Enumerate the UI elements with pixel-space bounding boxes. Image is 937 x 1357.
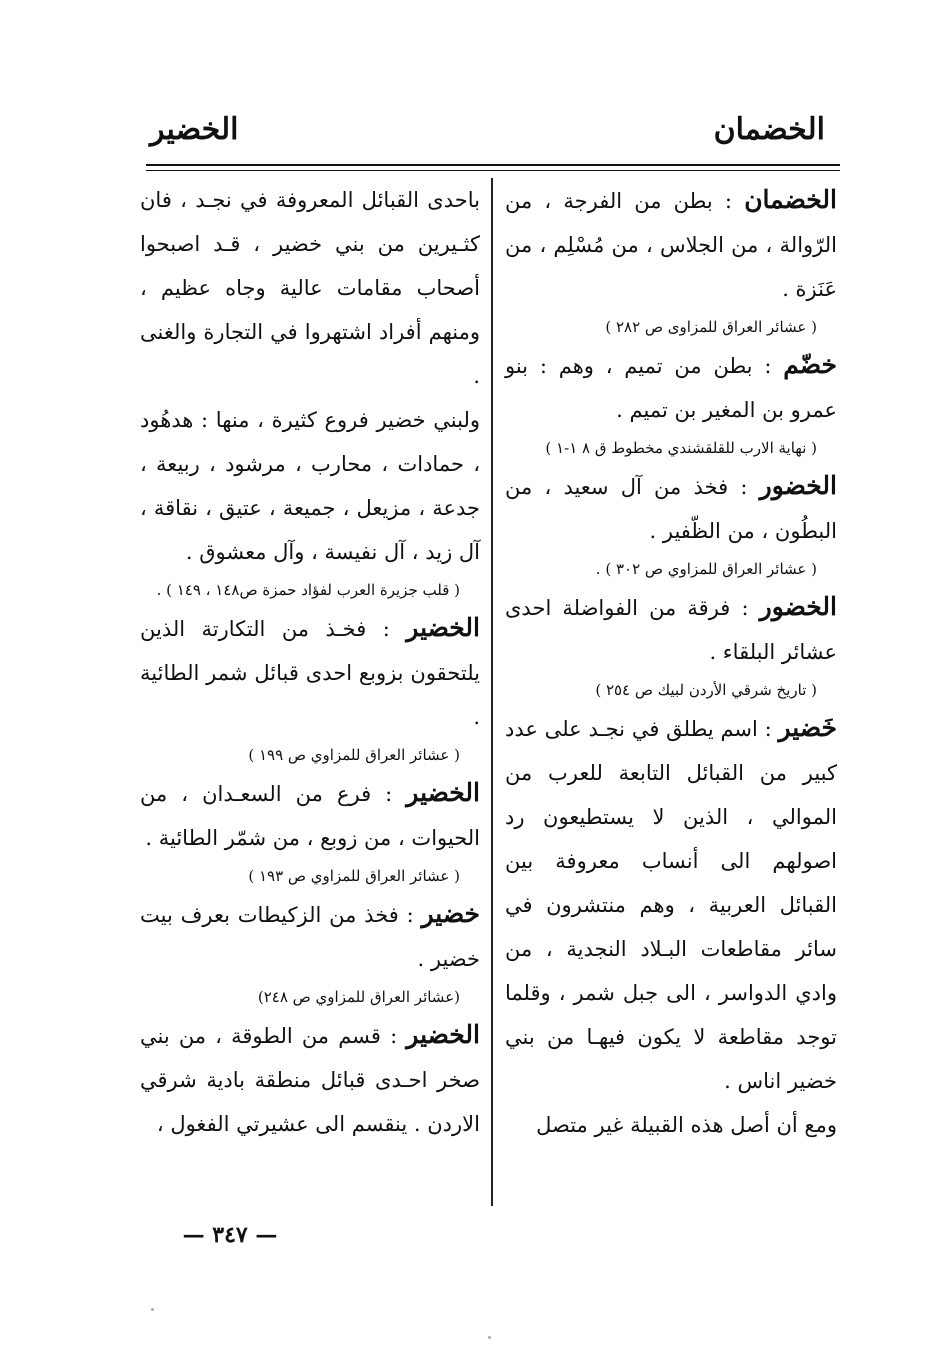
entry-paragraph: ولبني خضير فروع كثيرة ، منها : هدهُود ، حمادات ، محارب ، مرشود ، ربيعة ، جدعة ، مزيعل ، جميعة ، عتيق ، نقاقة ، آل زيد ، آل نفيسة ، وآل معشوق . — [140, 408, 480, 564]
entry-text: : فرع من السعـدان ، من الحيوات ، من زوبع ، من شمّر الطائية . — [140, 782, 480, 850]
entry-term: خضير — [421, 899, 480, 928]
entry-source: ( عشائر العراق للمزاوى ص ٢٨٢ ) — [605, 318, 817, 336]
entry-source: ( نهاية الارب للقلقشندي مخطوط ق ٨ ١-١ ) — [545, 439, 817, 457]
header-right-word: الخضمان — [713, 112, 825, 147]
header-rule — [146, 164, 840, 166]
entry — [140, 1013, 480, 1146]
entry-source: ( تاريخ شرقي الأردن لبيك ص ٢٥٤ ) — [595, 681, 817, 699]
entry — [140, 892, 480, 981]
entry-source: ( قلب جزيرة العرب لفؤاد حمزة ص١٤٨ ، ١٤٩ ) . — [156, 581, 460, 599]
entry-continuation: ومع أن أصل هذه القبيلة غير متصل — [536, 1113, 837, 1137]
column-divider — [491, 178, 493, 1206]
entry-source: (عشائر العراق للمزاوي ص ٢٤٨) — [257, 988, 460, 1006]
entry-term: الخضير — [406, 613, 480, 642]
entry-text: : قسم من الطوقة ، من بني صخر احـدى قبائل منطقة بادية شرقي الاردن . ينقسم الى عشيرتي الفغول ، — [140, 1024, 480, 1136]
entry — [505, 178, 837, 311]
entry-text: : اسم يطلق في نجـد على عدد كبير من القبائل التابعة للعرب من الموالي ، الذين لا يستطيعون رد اصولهم الى أنساب معروفة بين القبائل العربية ، وهم منتشرون في سائر مقاطعات البـلاد النجدية ، من وادي الدواسر ، الى جبل شمر ، وقلما توجد مقاطعة لا يكون فيهـا من بني خضير اناس . — [505, 717, 837, 1093]
entry-text: : فخـذ من التكارتة الذين يلتحقون بزوبع احدى قبائل شمر الطائية . — [140, 617, 480, 729]
scan-speck — [488, 1336, 491, 1339]
entry-source: ( عشائر العراق للمزاوي ص ١٩٩ ) — [248, 746, 460, 764]
entry-term: الخضور — [759, 471, 837, 500]
entry-source: ( عشائر العراق للمزاوي ص ٣٠٢ ) . — [595, 560, 817, 578]
entry-term: خضّم — [783, 350, 837, 379]
entry-text: : بطن من تميم ، وهم : بنو عمرو بن المغير بن تميم . — [505, 354, 837, 422]
entry-term: الخضمان — [744, 185, 837, 214]
header-left-word: الخضير — [150, 112, 239, 147]
left-column — [140, 178, 480, 1146]
right-column — [505, 178, 837, 1147]
entry-term: خَضير — [778, 713, 837, 742]
entry-term: الخضير — [406, 778, 480, 807]
entry — [140, 606, 480, 739]
entry-source: ( عشائر العراق للمزاوي ص ١٩٣ ) — [248, 867, 460, 885]
entry-text: : فخذ من آل سعيد ، من البطُون ، من الظّفير . — [505, 475, 837, 543]
entry — [140, 771, 480, 860]
entry — [505, 464, 837, 553]
entry — [505, 343, 837, 432]
entry-text: : فرقة من الفواضلة احدى عشائر البلقاء . — [505, 596, 837, 664]
entry-term: الخضير — [406, 1020, 480, 1049]
page-number: — ٣٤٧ — — [182, 1222, 278, 1248]
header-rule-thin — [146, 170, 840, 171]
entry-continuation: باحدى القبائل المعروفة في نجـد ، فان كثـيرين من بني خضير ، قـد اصبحوا أصحاب مقامات عالية وجاه عظيم ، ومنهم أفراد اشتهروا في التجارة والغنى . — [140, 188, 480, 388]
entry-term: الخضور — [759, 592, 837, 621]
entry — [505, 706, 837, 1103]
entry — [505, 585, 837, 674]
entry-text: : فخذ من الزكيطات بعرف بيت خضير . — [140, 903, 480, 971]
entry-text: : بطن من الفرجة ، من الرّوالة ، من الجلاس ، من مُسْلِم ، من عَنَزة . — [505, 189, 837, 301]
scan-speck — [151, 1308, 154, 1311]
